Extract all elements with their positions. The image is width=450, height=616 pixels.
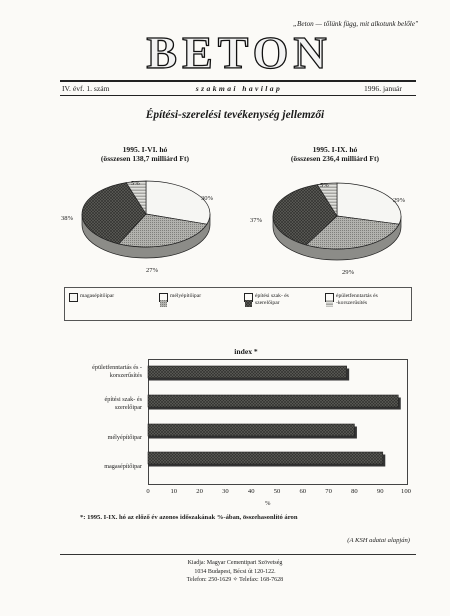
pie1-label-magas: 30% bbox=[201, 195, 214, 202]
bar-chart-tick-label: 30 bbox=[222, 488, 229, 495]
bar-magas bbox=[148, 452, 383, 464]
bar-chart-tick-label: 90 bbox=[376, 488, 384, 495]
bar-chart-tick-label: 80 bbox=[351, 488, 358, 495]
bar-chart-tick-label: 70 bbox=[325, 488, 332, 495]
bar-category-fenn-1: épületfenntartás és - bbox=[92, 364, 142, 371]
bar-chart-title: index * bbox=[234, 347, 258, 356]
legend-label-magas: magasépítőipar bbox=[80, 293, 115, 299]
bar-chart-tick-label: 10 bbox=[170, 488, 178, 495]
legend-label-fenn-1: épületfenntartás és bbox=[336, 293, 378, 299]
pie2-label-mely: 29% bbox=[342, 269, 355, 276]
publisher-address: 1034 Budapest, Bécsi út 120-122. bbox=[194, 568, 276, 575]
source-note: (A KSH adatai alapján) bbox=[347, 537, 410, 544]
bar-chart-tick-label: 20 bbox=[196, 488, 203, 495]
pie1-label-mely: 27% bbox=[146, 267, 159, 274]
legend-label-mely: mélyépítőipar bbox=[170, 293, 202, 299]
pie1-title-line2: (összesen 138,7 milliárd Ft) bbox=[100, 154, 190, 164]
pie1-title-line1: 1995. I-VI. hó bbox=[122, 145, 168, 154]
bar-chart-tick-label: 40 bbox=[247, 488, 255, 495]
pie1-label-szak: 38% bbox=[61, 215, 74, 222]
bar-chart-tick-label: 100 bbox=[401, 488, 411, 495]
legend-label-szak-2: szerelőipar bbox=[255, 299, 280, 306]
bar-category-szak-2: szerelőipar bbox=[114, 404, 142, 412]
publisher-info bbox=[130, 559, 340, 585]
brand-logo: BETON bbox=[146, 27, 332, 78]
bar-chart-bars bbox=[148, 366, 401, 467]
publisher-name: Kiadja: Magyar Cementipari Szövetség bbox=[187, 560, 283, 566]
motto: „Beton — tőlünk függ, mit alkotunk belőle" bbox=[293, 20, 418, 28]
pie2-label-szak: 37% bbox=[250, 217, 263, 224]
pie2-label-magas: 29% bbox=[393, 197, 406, 204]
pie2-title-line2: (összesen 236,4 milliárd Ft) bbox=[290, 154, 380, 164]
issue-number: IV. évf. 1. szám bbox=[62, 84, 110, 93]
bar-chart-ticks bbox=[0, 488, 450, 500]
page-title: Építési-szerelési tevékenység jellemzői bbox=[145, 109, 325, 121]
bar-chart-tick-label: 0 bbox=[146, 488, 150, 495]
legend-label-fenn-2: -korszerűsítés bbox=[336, 299, 368, 306]
bar-category-szak-1: építési szak- és bbox=[104, 396, 142, 403]
publisher-contact: Telefon: 250-1629 ✧ Telefax: 168-7628 bbox=[186, 577, 284, 584]
bar-chart-x-label: % bbox=[265, 500, 271, 507]
bar-category-fenn-2: korszerűsítés bbox=[109, 372, 142, 380]
bar-category-mely-1: mélyépítőipar bbox=[107, 434, 142, 441]
pie2-label-fenn: 5% bbox=[320, 182, 329, 189]
bar-fenn bbox=[148, 366, 347, 378]
bar-szak bbox=[148, 395, 398, 407]
legend-label-szak-1: építési szak- és bbox=[255, 293, 289, 299]
pie2-title-line1: 1995. I-IX. hó bbox=[312, 145, 358, 154]
footer-rule bbox=[60, 554, 416, 555]
pie1-label-fenn: 5% bbox=[131, 180, 140, 187]
magazine-type: szakmai havilap bbox=[195, 84, 283, 93]
footnote: *: 1995. I-IX. hó az előző év azonos időszakának %-ában, összehasonlító áron bbox=[80, 514, 298, 521]
bar-category-magas-1: magasépítőipar bbox=[104, 463, 142, 470]
bar-mely bbox=[148, 424, 354, 436]
bar-chart-tick-label: 50 bbox=[273, 488, 281, 495]
issue-date: 1996. január bbox=[364, 84, 402, 93]
bar-chart-tick-label: 60 bbox=[299, 488, 307, 495]
